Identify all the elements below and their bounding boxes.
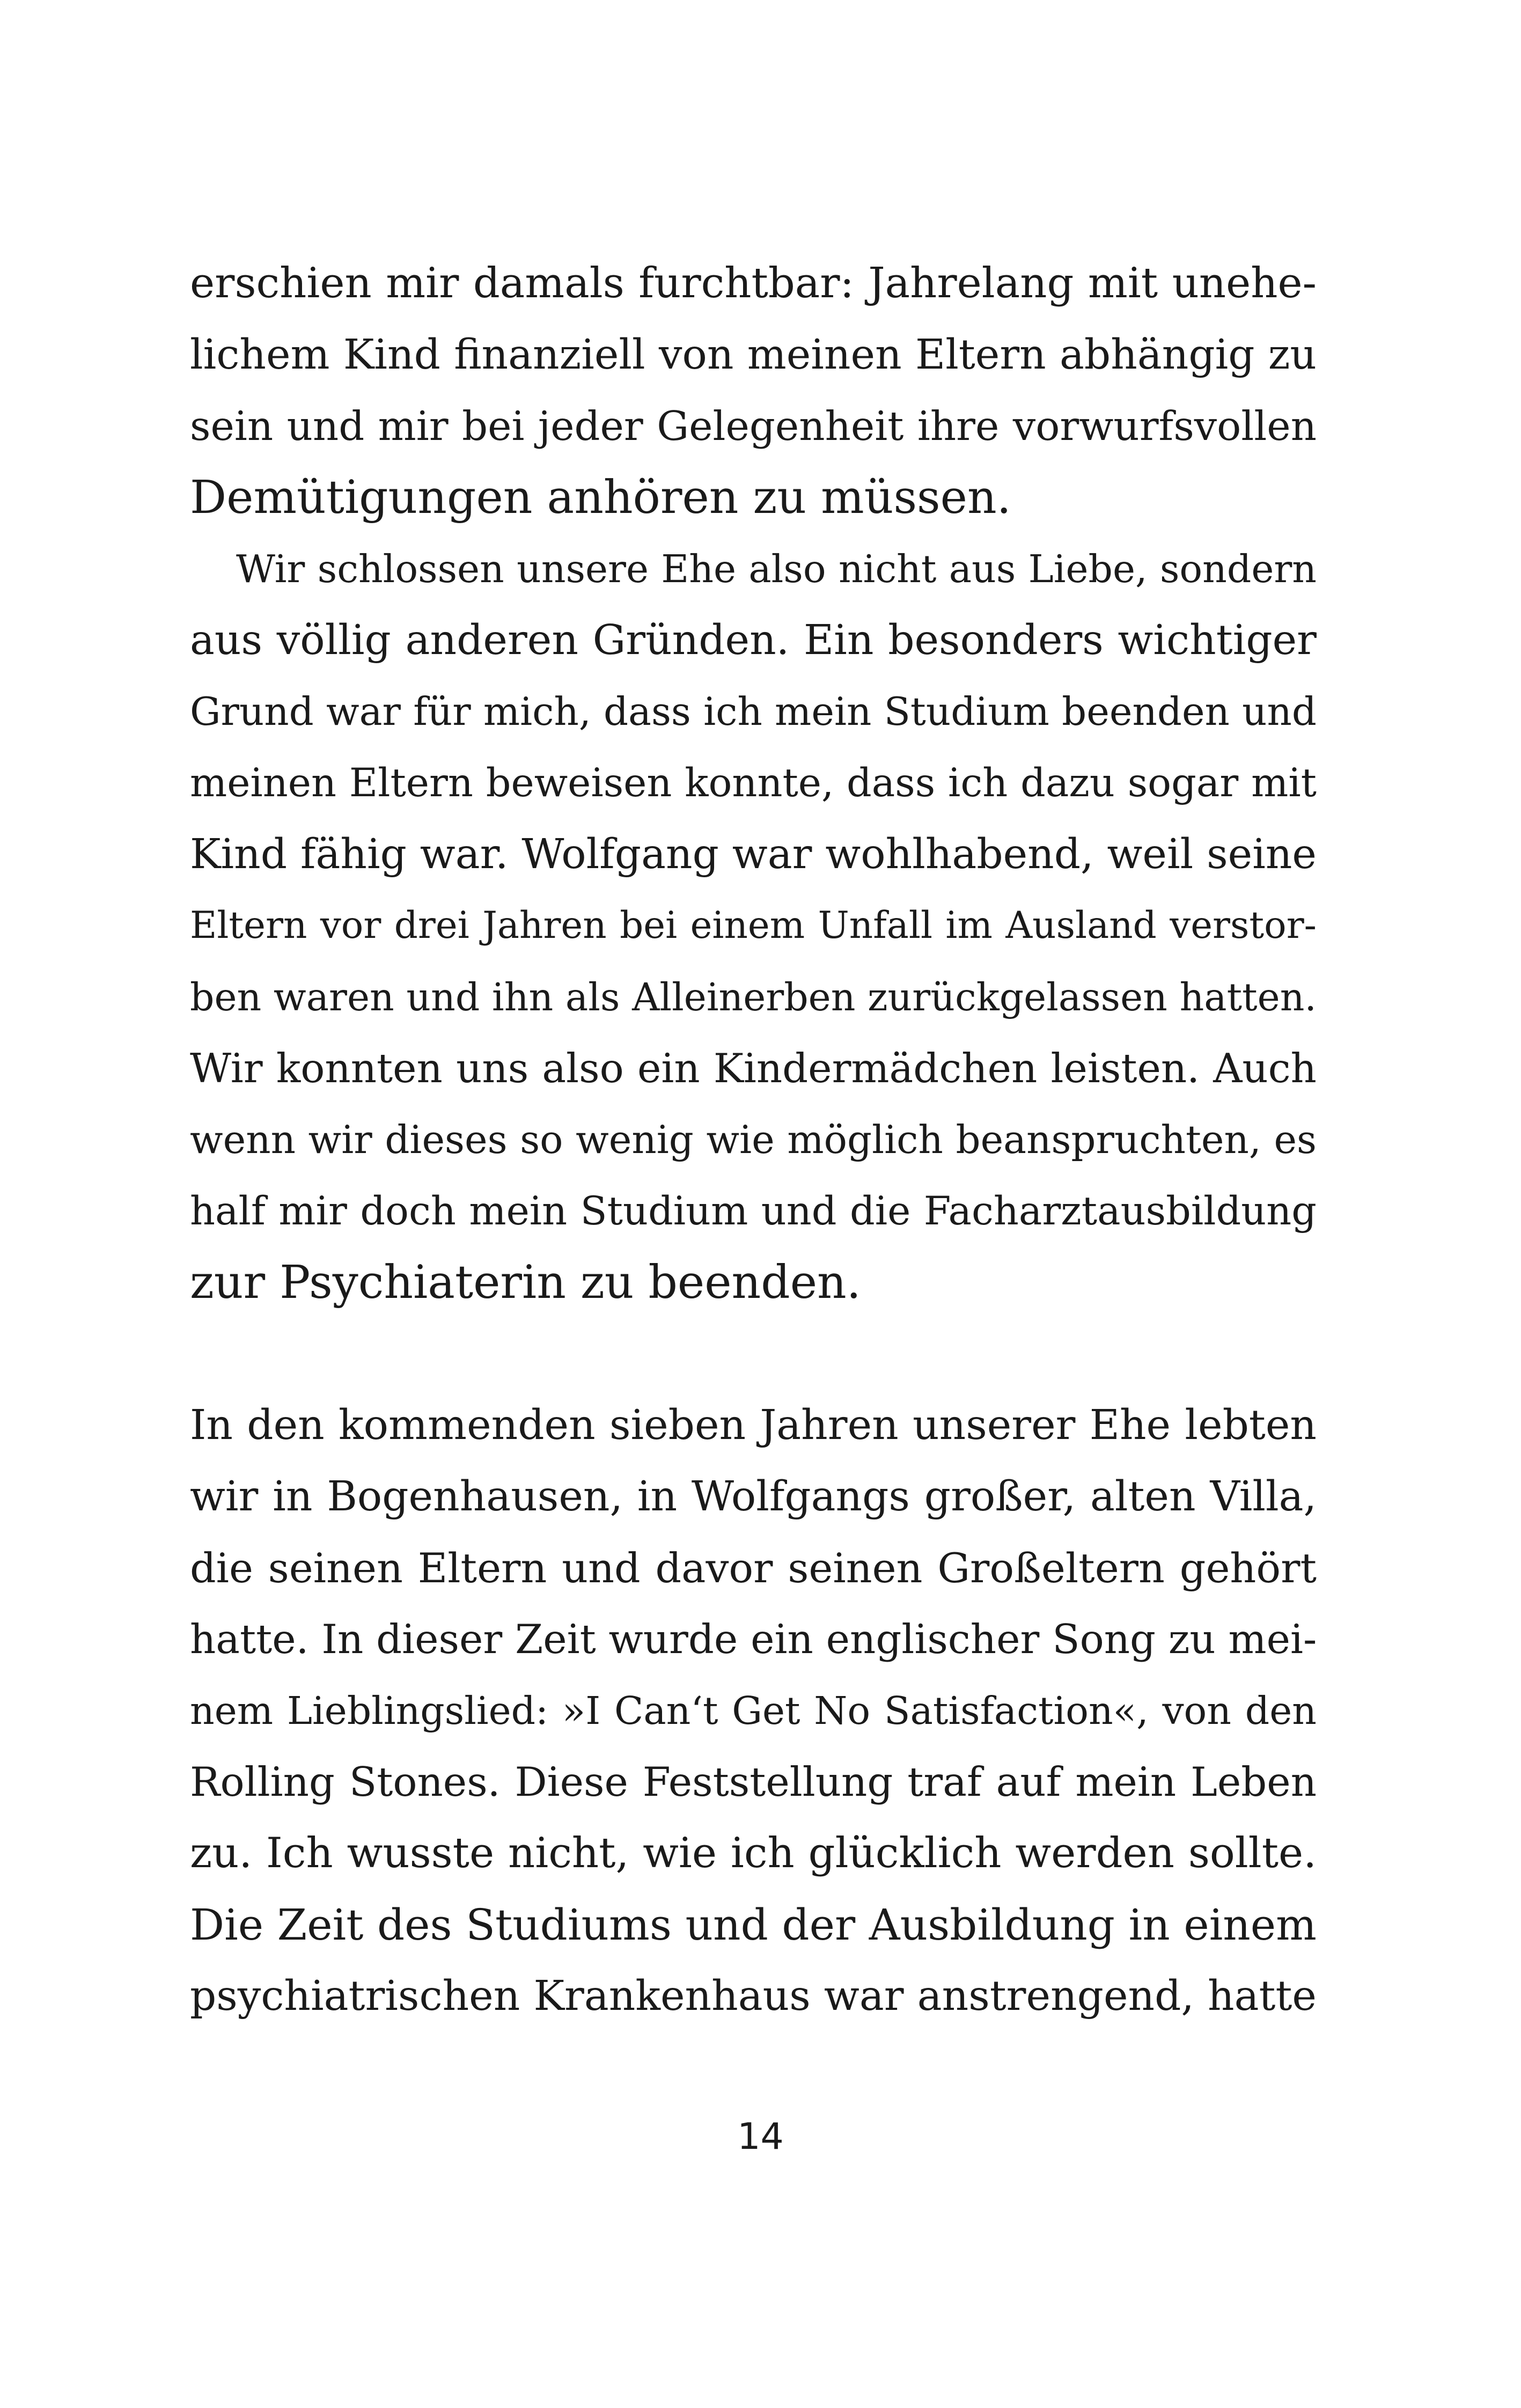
text-line: Rolling Stones. Diese Feststellung traf auf mein Leben bbox=[190, 1758, 1317, 1805]
text-line: Demütigungen anhören zu müssen. bbox=[190, 471, 1011, 524]
text-line: zu. Ich wusste nicht, wie ich glücklich werden sollte. bbox=[190, 1829, 1317, 1877]
text-line: hatte. In dieser Zeit wurde ein englischer Song zu mei- bbox=[190, 1616, 1317, 1663]
text-line: die seinen Eltern und davor seinen Großeltern gehört bbox=[190, 1544, 1317, 1592]
text-line: aus völlig anderen Gründen. Ein besonders wichtiger bbox=[190, 616, 1317, 664]
text-line: half mir doch mein Studium und die Facharztausbildung bbox=[190, 1188, 1317, 1234]
text-line: In den kommenden sieben Jahren unserer Ehe lebten bbox=[190, 1401, 1317, 1449]
text-line: Wir konnten uns also ein Kindermädchen leisten. Auch bbox=[190, 1045, 1317, 1092]
text-line: Eltern vor drei Jahren bei einem Unfall im Ausland verstor- bbox=[190, 904, 1317, 947]
text-line: ben waren und ihn als Alleinerben zurückgelassen hatten. bbox=[190, 975, 1317, 1019]
text-line: wenn wir dieses so wenig wie möglich beanspruchten, es bbox=[190, 1117, 1317, 1162]
text-line: Die Zeit des Studiums und der Ausbildung in einem bbox=[190, 1900, 1317, 1950]
text-line: erschien mir damals furchtbar: Jahrelang mit unehe- bbox=[190, 259, 1317, 307]
text-line: wir in Bogenhausen, in Wolfgangs großer, alten Villa, bbox=[190, 1473, 1317, 1521]
text-line: sein und mir bei jeder Gelegenheit ihre vorwurfsvollen bbox=[190, 402, 1317, 450]
text-line: nem Lieblingslied: »I Can‘t Get No Satisfaction«, von den bbox=[190, 1688, 1317, 1733]
text-line: psychiatrischen Krankenhaus war anstrengend, hatte bbox=[190, 1972, 1317, 2020]
page-number: 14 bbox=[737, 2116, 784, 2158]
text-line: Grund war für mich, dass ich mein Studium beenden und bbox=[190, 689, 1317, 734]
text-line: zur Psychiaterin zu beenden. bbox=[190, 1256, 861, 1309]
text-line: lichem Kind finanziell von meinen Eltern abhängig zu bbox=[190, 331, 1317, 379]
text-line: meinen Eltern beweisen konnte, dass ich dazu sogar mit bbox=[190, 760, 1317, 806]
text-line: Kind fähig war. Wolfgang war wohlhabend, weil seine bbox=[190, 831, 1317, 878]
text-line: Wir schlossen unsere Ehe also nicht aus Liebe, sondern bbox=[236, 547, 1317, 591]
